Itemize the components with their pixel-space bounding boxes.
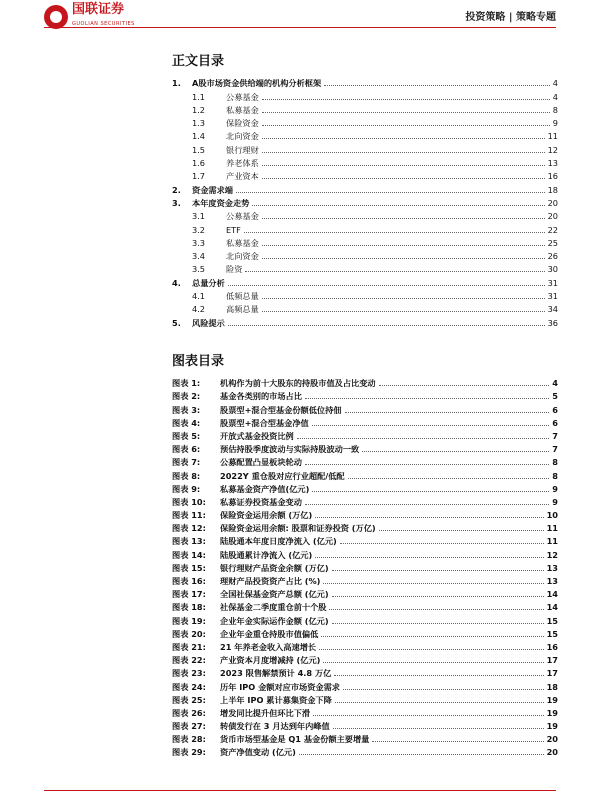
- figure-entry-title: 陆股通累计净流入 (亿元): [220, 549, 313, 560]
- figure-entry-number: 图表 14:: [172, 549, 206, 560]
- toc-entry[interactable]: [172, 89, 558, 102]
- toc-entry-page: 11: [547, 131, 558, 142]
- toc-entry-page: 12: [547, 144, 558, 155]
- toc-entry[interactable]: [172, 156, 558, 169]
- figure-entry-number: 图表 12:: [172, 523, 206, 534]
- header-divider: [44, 27, 556, 28]
- toc-entry-title: 高频总量: [226, 304, 259, 315]
- figure-entry-title: 理财产品投资资产占比 (%): [220, 576, 321, 586]
- figure-entry-number: 图表 8:: [172, 470, 201, 481]
- dot-leader: [345, 411, 550, 413]
- figure-entry-number: 图表 25:: [172, 694, 206, 705]
- toc-entry-page: 4: [552, 78, 558, 89]
- figure-entry[interactable]: [172, 534, 558, 547]
- figure-entry-title: 预估持股季度波动与实际持股波动一致: [220, 444, 360, 455]
- toc-entry-page: 18: [547, 184, 558, 195]
- figure-entry-title: 股票型+混合型基金净值: [220, 417, 309, 428]
- dot-leader: [348, 477, 550, 479]
- toc-entry-page: 22: [547, 224, 558, 235]
- figure-entry-page: 13: [546, 576, 558, 586]
- toc-entry[interactable]: [172, 302, 558, 315]
- figure-entry[interactable]: [172, 693, 558, 706]
- figure-entry-title: 历年 IPO 金额对应市场资金需求: [220, 681, 340, 692]
- figure-entry[interactable]: [172, 640, 558, 653]
- figure-entry-page: 12: [546, 549, 558, 560]
- toc-entry-number: 1.5: [192, 144, 206, 155]
- figure-entry-title: 机构作为前十大股东的持股市值及占比变动: [220, 378, 376, 389]
- figure-entry[interactable]: [172, 442, 558, 455]
- figure-entry[interactable]: [172, 627, 558, 640]
- figure-entry-title: 产业资本月度增减持 (亿元): [220, 655, 321, 666]
- figure-entry-title: 货币市场型基金是 Q1 基金份额主要增量: [220, 734, 370, 745]
- figure-entry-title: 企业年金重仓持股市值偏低: [220, 628, 319, 639]
- toc-entry-number: 3.3: [192, 237, 206, 248]
- dot-leader: [312, 490, 549, 492]
- toc-entry-page: 13: [547, 158, 558, 169]
- toc-entry-number: 5.: [172, 317, 181, 328]
- dot-leader: [305, 397, 549, 399]
- toc-entry-number: 3.1: [192, 211, 206, 222]
- figure-entry[interactable]: [172, 429, 558, 442]
- dot-leader: [262, 164, 545, 166]
- toc-list: [172, 76, 558, 329]
- dot-leader: [236, 191, 545, 193]
- toc-entry-page: 20: [547, 197, 558, 208]
- dot-leader: [332, 569, 544, 571]
- toc-entry-title: A股市场资金供给端的机构分析框架: [192, 78, 322, 89]
- figure-entry-page: 13: [546, 562, 558, 573]
- figure-entry-title: 公募配置凸显板块轮动: [220, 457, 302, 468]
- figure-entry-title: 私募基金资产净值(亿元): [220, 483, 310, 494]
- figure-entry-title: 保险资金运用余额: 股票和证券投资 (万亿): [220, 523, 376, 534]
- toc-entry-title: 私募基金: [226, 237, 259, 248]
- footer-divider: [44, 790, 556, 791]
- figure-entry-page: 20: [546, 747, 558, 758]
- figure-entry-number: 图表 7:: [172, 457, 201, 468]
- figure-entry[interactable]: [172, 416, 558, 429]
- toc-entry-page: 8: [552, 104, 558, 115]
- dot-leader: [313, 714, 544, 716]
- figure-entry-title: 2022Y 重仓股对应行业超配/低配: [220, 470, 345, 481]
- figure-entry[interactable]: [172, 653, 558, 666]
- dot-leader: [321, 635, 543, 637]
- toc-entry-title: 公募基金: [226, 91, 259, 102]
- dot-leader: [362, 450, 549, 452]
- figure-entry-page: 6: [552, 404, 558, 415]
- dot-leader: [228, 284, 545, 286]
- figure-entry[interactable]: [172, 389, 558, 402]
- figure-entry-title: 社保基金二季度重仓前十个股: [220, 602, 327, 613]
- figure-entry-title: 2023 限售解禁预计 4.8 万亿: [220, 668, 332, 679]
- figure-entry[interactable]: [172, 376, 558, 389]
- figure-entry[interactable]: [172, 482, 558, 495]
- toc-entry-number: 1.7: [192, 171, 206, 182]
- figure-entry-number: 图表 18:: [172, 602, 206, 613]
- figure-entry[interactable]: [172, 613, 558, 626]
- figure-entry-number: 图表 16:: [172, 576, 206, 586]
- figure-entry-number: 图表 28:: [172, 734, 206, 745]
- dot-leader: [379, 529, 544, 531]
- figure-entry[interactable]: [172, 455, 558, 468]
- figure-entry[interactable]: [172, 547, 558, 560]
- figure-entry-number: 图表 26:: [172, 707, 206, 718]
- figure-entry-page: 19: [546, 721, 558, 732]
- figure-entry[interactable]: [172, 468, 558, 481]
- figure-entry[interactable]: [172, 679, 558, 692]
- figure-entry-number: 图表 22:: [172, 655, 206, 666]
- toc-entry-number: 3.: [172, 197, 181, 208]
- figure-entry-title: 增发同比提升但环比下滑: [220, 707, 311, 718]
- figure-entry-page: 15: [546, 615, 558, 626]
- figure-entry-number: 图表 24:: [172, 681, 206, 692]
- logo-subtext: GUOLIAN SECURITIES: [72, 21, 135, 27]
- figure-entry-number: 图表 11:: [172, 510, 206, 521]
- toc-entry-title: 险资: [226, 264, 243, 275]
- figure-entry-title: 转债发行在 3 月达到年内峰值: [220, 721, 330, 732]
- figure-entry-page: 17: [546, 668, 558, 679]
- dot-leader: [244, 231, 545, 233]
- toc-entry-number: 1.1: [192, 91, 206, 102]
- dot-leader: [305, 463, 549, 465]
- figure-entry-title: 全国社保基金资产总额 (亿元): [220, 589, 329, 600]
- toc-entry-page: 31: [547, 277, 558, 288]
- figure-entry-number: 图表 21:: [172, 641, 206, 652]
- toc-entry-number: 4.2: [192, 304, 206, 315]
- figure-entry-title: 上半年 IPO 累计募集资金下降: [220, 694, 332, 705]
- figure-list-title: 图表目录: [172, 354, 225, 369]
- figure-entry-number: 图表 27:: [172, 721, 206, 732]
- toc-entry[interactable]: [172, 182, 558, 195]
- dot-leader: [372, 740, 543, 742]
- toc-entry-page: 16: [547, 171, 558, 182]
- figure-entry-number: 图表 2:: [172, 391, 201, 402]
- figure-entry[interactable]: [172, 600, 558, 613]
- toc-entry[interactable]: [172, 76, 558, 89]
- toc-entry[interactable]: [172, 169, 558, 182]
- figure-entry-page: 6: [552, 417, 558, 428]
- dot-leader: [340, 542, 544, 544]
- toc-entry-number: 1.2: [192, 104, 206, 115]
- dot-leader: [329, 608, 543, 610]
- dot-leader: [332, 595, 544, 597]
- dot-leader: [252, 204, 544, 206]
- figure-entry-number: 图表 19:: [172, 615, 206, 626]
- toc-entry-title: 银行理财: [226, 144, 259, 155]
- dot-leader: [262, 111, 550, 113]
- toc-entry[interactable]: [172, 116, 558, 129]
- toc-entry-number: 2.: [172, 184, 181, 195]
- toc-entry[interactable]: [172, 142, 558, 155]
- dot-leader: [319, 648, 543, 650]
- figure-entry-number: 图表 15:: [172, 562, 206, 573]
- figure-entry-page: 5: [552, 391, 558, 402]
- page-header: [0, 0, 600, 28]
- figure-entry-page: 9: [552, 483, 558, 494]
- dot-leader: [333, 727, 544, 729]
- toc-entry[interactable]: [172, 249, 558, 262]
- figure-entry-title: 私募证券投资基金变动: [220, 496, 302, 507]
- toc-entry[interactable]: [172, 289, 558, 302]
- dot-leader: [315, 556, 543, 558]
- figure-entry-number: 图表 3:: [172, 404, 201, 415]
- figure-entry-number: 图表 5:: [172, 430, 201, 441]
- figure-entry[interactable]: [172, 732, 558, 745]
- dot-leader: [323, 661, 543, 663]
- figure-entry-page: 14: [546, 602, 558, 613]
- figure-entry-number: 图表 17:: [172, 589, 206, 600]
- figure-entry-page: 20: [546, 734, 558, 745]
- dot-leader: [262, 151, 545, 153]
- figure-entry-title: 银行理财产品资金余额 (万亿): [220, 562, 329, 573]
- figure-entry[interactable]: [172, 745, 558, 758]
- toc-entry-page: 31: [547, 291, 558, 302]
- toc-entry-title: 北向资金: [226, 251, 259, 262]
- dot-leader: [245, 270, 544, 272]
- dot-leader: [262, 244, 545, 246]
- dot-leader: [262, 137, 545, 139]
- figure-entry[interactable]: [172, 521, 558, 534]
- toc-entry-title: 低频总量: [226, 291, 259, 302]
- figure-entry-number: 图表 6:: [172, 444, 201, 455]
- figure-entry-page: 8: [552, 457, 558, 468]
- toc-entry-title: ETF: [226, 224, 241, 235]
- dot-leader: [262, 124, 550, 126]
- figure-entry-page: 11: [546, 523, 558, 534]
- figure-entry-page: 18: [546, 681, 558, 692]
- toc-entry-page: 9: [552, 118, 558, 129]
- figure-list: [172, 376, 558, 758]
- toc-entry-number: 1.6: [192, 158, 206, 169]
- figure-entry[interactable]: [172, 495, 558, 508]
- figure-entry-number: 图表 9:: [172, 483, 201, 494]
- dot-leader: [379, 384, 550, 386]
- figure-entry-page: 14: [546, 589, 558, 600]
- toc-entry-number: 1.4: [192, 131, 206, 142]
- figure-entry[interactable]: [172, 508, 558, 521]
- toc-entry-title: 保险资金: [226, 118, 259, 129]
- toc-entry[interactable]: [172, 103, 558, 116]
- toc-entry[interactable]: [172, 222, 558, 235]
- dot-leader: [324, 84, 550, 86]
- figure-entry-page: 7: [552, 430, 558, 441]
- dot-leader: [299, 753, 544, 755]
- figure-entry-title: 股票型+混合型基金份额低位持佃: [220, 404, 342, 415]
- toc-title: 正文目录: [172, 54, 225, 69]
- toc-entry-page: 20: [547, 211, 558, 222]
- dot-leader: [262, 310, 545, 312]
- toc-entry-title: 公募基金: [226, 211, 259, 222]
- dot-leader: [262, 177, 545, 179]
- toc-entry[interactable]: [172, 196, 558, 209]
- dot-leader: [297, 437, 550, 439]
- figure-entry-page: 11: [546, 536, 558, 547]
- figure-entry-title: 基金各类别的市场占比: [220, 391, 302, 402]
- toc-entry-page: 36: [547, 317, 558, 328]
- toc-entry[interactable]: [172, 209, 558, 222]
- toc-entry-title: 资金需求端: [192, 184, 233, 195]
- dot-leader: [334, 674, 543, 676]
- figure-entry[interactable]: [172, 587, 558, 600]
- toc-entry-number: 1.: [172, 78, 181, 89]
- toc-entry-title: 私募基金: [226, 104, 259, 115]
- dot-leader: [305, 503, 549, 505]
- figure-entry[interactable]: [172, 706, 558, 719]
- figure-entry-title: 21 年养老金收入高速增长: [220, 641, 317, 652]
- figure-entry-number: 图表 10:: [172, 496, 206, 507]
- figure-entry-title: 开放式基金投资比例: [220, 430, 294, 441]
- toc-entry-title: 总量分析: [192, 277, 225, 288]
- toc-entry-number: 3.4: [192, 251, 206, 262]
- toc-entry-title: 风险提示: [192, 317, 225, 328]
- figure-entry-page: 8: [552, 470, 558, 481]
- dot-leader: [335, 701, 544, 703]
- dot-leader: [312, 424, 550, 426]
- figure-entry-page: 15: [546, 628, 558, 639]
- figure-entry-page: 19: [546, 694, 558, 705]
- figure-entry-title: 保险资金运用余额 (万亿): [220, 510, 313, 521]
- dot-leader: [262, 217, 545, 219]
- toc-entry-number: 3.5: [192, 264, 206, 275]
- dot-leader: [262, 297, 545, 299]
- dot-leader: [315, 516, 543, 518]
- figure-entry-number: 图表 23:: [172, 668, 206, 679]
- toc-entry-number: 3.2: [192, 224, 206, 235]
- toc-entry[interactable]: [172, 236, 558, 249]
- figure-entry-number: 图表 29:: [172, 747, 206, 758]
- logo-icon: [44, 5, 68, 29]
- figure-entry-title: 资产净值变动 (亿元): [220, 747, 296, 758]
- figure-entry-number: 图表 4:: [172, 417, 201, 428]
- figure-entry-number: 图表 20:: [172, 628, 206, 639]
- figure-entry-title: 陆股通本年度日度净流入 (亿元): [220, 536, 337, 547]
- figure-entry-page: 7: [552, 444, 558, 455]
- dot-leader: [343, 688, 544, 690]
- toc-entry[interactable]: [172, 275, 558, 288]
- toc-entry-page: 34: [547, 304, 558, 315]
- figure-entry-number: 图表 1:: [172, 378, 201, 389]
- figure-entry[interactable]: [172, 561, 558, 574]
- dot-leader: [262, 98, 550, 100]
- figure-entry-number: 图表 13:: [172, 536, 206, 547]
- figure-entry-page: 10: [546, 510, 558, 521]
- figure-entry[interactable]: [172, 574, 558, 587]
- toc-entry-page: 30: [547, 264, 558, 275]
- figure-entry[interactable]: [172, 666, 558, 679]
- toc-entry-title: 北向资金: [226, 131, 259, 142]
- toc-entry-title: 本年度资金走势: [192, 197, 250, 208]
- figure-entry-page: 4: [552, 378, 558, 389]
- toc-entry-number: 4.: [172, 277, 181, 288]
- dot-leader: [262, 257, 545, 259]
- toc-entry-title: 养老体系: [226, 158, 259, 169]
- toc-entry[interactable]: [172, 315, 558, 328]
- dot-leader: [332, 622, 544, 624]
- figure-entry-page: 16: [546, 641, 558, 652]
- figure-entry[interactable]: [172, 402, 558, 415]
- figure-entry-page: 9: [552, 496, 558, 507]
- figure-entry-title: 企业年金实际运作金额 (亿元): [220, 615, 329, 626]
- logo-text: 国联证券: [72, 2, 125, 17]
- dot-leader: [323, 582, 543, 584]
- figure-entry-page: 17: [546, 655, 558, 666]
- report-category: 投资策略 | 策略专题: [465, 12, 556, 23]
- dot-leader: [228, 324, 545, 326]
- figure-entry[interactable]: [172, 719, 558, 732]
- toc-entry-page: 25: [547, 237, 558, 248]
- toc-entry-number: 4.1: [192, 291, 206, 302]
- toc-entry[interactable]: [172, 262, 558, 275]
- toc-entry-title: 产业资本: [226, 171, 259, 182]
- figure-entry-page: 19: [546, 707, 558, 718]
- toc-entry-number: 1.3: [192, 118, 206, 129]
- toc-entry-page: 4: [552, 91, 558, 102]
- toc-entry-page: 26: [547, 251, 558, 262]
- toc-entry[interactable]: [172, 129, 558, 142]
